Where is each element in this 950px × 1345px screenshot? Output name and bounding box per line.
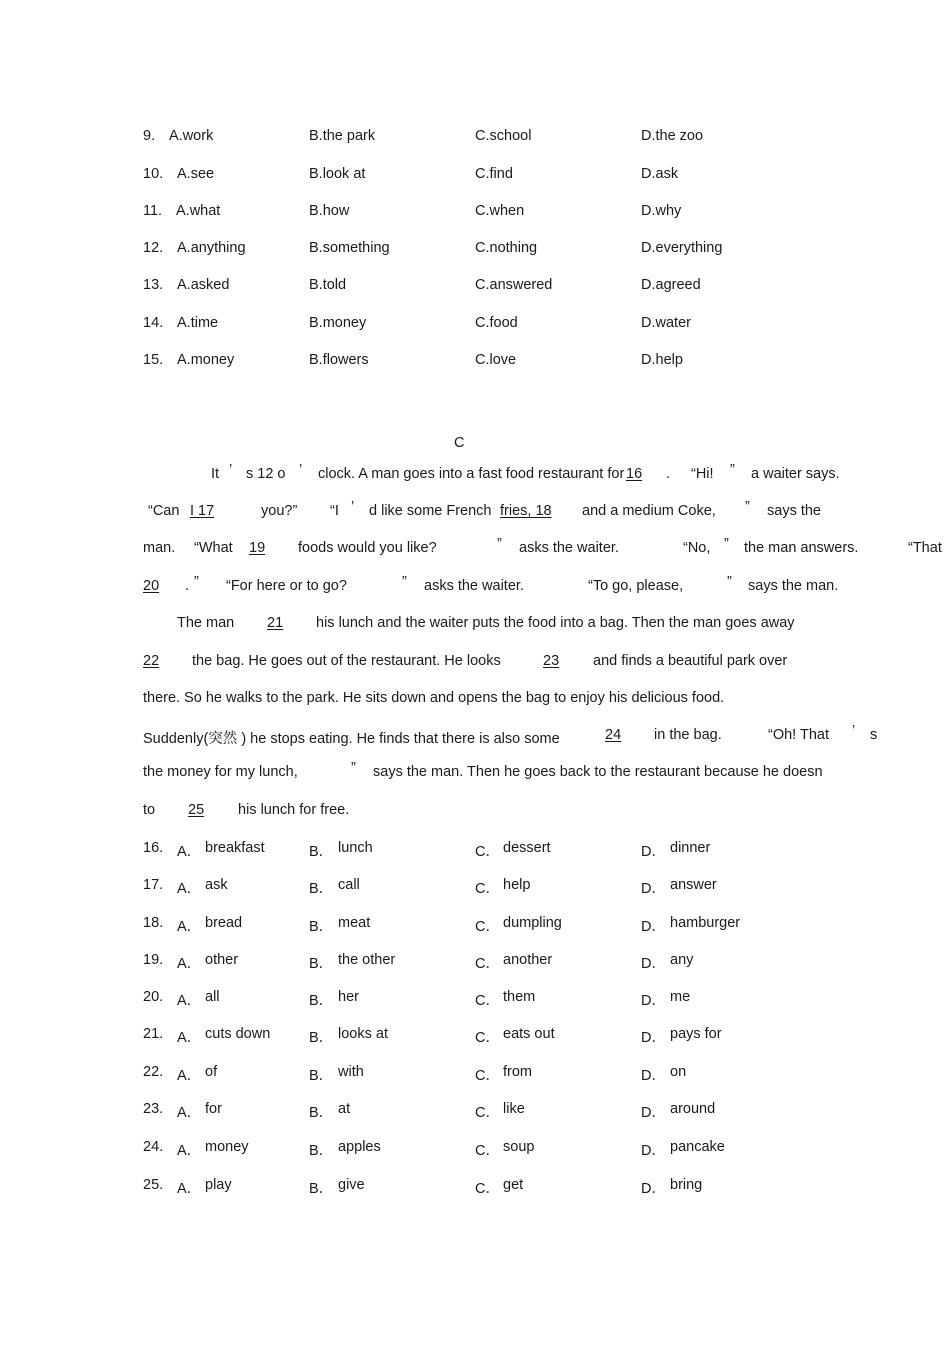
blank-18: fries, 18 bbox=[500, 503, 552, 519]
blank-22: 22 bbox=[143, 653, 160, 669]
passage-text: the man answers. bbox=[744, 540, 859, 556]
option-a-letter: A． bbox=[177, 1030, 202, 1046]
blank-24: 24 bbox=[605, 727, 622, 743]
option-b-text: apples bbox=[338, 1139, 381, 1155]
passage-text: to bbox=[143, 802, 156, 818]
option-b-letter: B． bbox=[309, 919, 334, 935]
question-number: 23. bbox=[143, 1101, 164, 1117]
option-d: D.why bbox=[641, 203, 682, 219]
blank-25: 25 bbox=[188, 802, 205, 818]
option-d-letter: D． bbox=[641, 919, 666, 935]
option-b-text: lunch bbox=[338, 840, 373, 856]
passage-text: you?” bbox=[261, 503, 298, 519]
option-c: C.food bbox=[475, 315, 518, 331]
passage-text: in the bag. bbox=[654, 727, 722, 743]
option-d-text: bring bbox=[670, 1177, 703, 1193]
passage-quote: ” bbox=[194, 574, 199, 590]
option-c-letter: C． bbox=[475, 881, 500, 897]
option-d: D.ask bbox=[641, 166, 679, 182]
option-d: D.the zoo bbox=[641, 128, 704, 144]
blank-19: 19 bbox=[249, 540, 266, 556]
option-b-letter: B． bbox=[309, 881, 334, 897]
option-a-text: bread bbox=[205, 915, 243, 931]
passage-text: s 12 o bbox=[246, 466, 286, 482]
option-b-letter: B． bbox=[309, 1105, 334, 1121]
passage-apostrophe: ’ bbox=[299, 462, 303, 478]
option-a-letter: A． bbox=[177, 1068, 202, 1084]
option-c-text: eats out bbox=[503, 1026, 555, 1042]
option-a-text: cuts down bbox=[205, 1026, 271, 1042]
option-b-text: meat bbox=[338, 915, 371, 931]
question-number: 18. bbox=[143, 915, 164, 931]
passage-quote: ” bbox=[402, 574, 407, 590]
option-c-letter: C． bbox=[475, 1030, 500, 1046]
passage-text: the money for my lunch, bbox=[143, 764, 298, 780]
question-11-options bbox=[143, 203, 903, 223]
option-c-text: from bbox=[503, 1064, 532, 1080]
passage-text: there. So he walks to the park. He sits down and opens the bag to enjoy his delicious food. bbox=[143, 690, 725, 706]
option-a-letter: A． bbox=[177, 881, 202, 897]
question-14-options bbox=[143, 315, 903, 335]
question-number: 20. bbox=[143, 989, 164, 1005]
passage-text: “Hi! bbox=[691, 466, 714, 482]
option-d-text: around bbox=[670, 1101, 716, 1117]
option-a-letter: A． bbox=[177, 1105, 202, 1121]
option-a-letter: A． bbox=[177, 844, 202, 860]
question-19-options bbox=[143, 952, 903, 972]
option-a-text: money bbox=[205, 1139, 249, 1155]
passage-text: s bbox=[870, 727, 878, 743]
passage-text: asks the waiter. bbox=[424, 578, 524, 594]
passage-text: “I bbox=[330, 503, 339, 519]
option-d-text: on bbox=[670, 1064, 687, 1080]
passage-text: asks the waiter. bbox=[519, 540, 619, 556]
question-number: 19. bbox=[143, 952, 164, 968]
option-a-letter: A． bbox=[177, 956, 202, 972]
question-16-options bbox=[143, 840, 903, 860]
passage-quote: ” bbox=[727, 574, 732, 590]
option-d: D.agreed bbox=[641, 277, 701, 293]
option-b-text: at bbox=[338, 1101, 351, 1117]
question-22-options bbox=[143, 1064, 903, 1084]
option-a: A.see bbox=[177, 166, 215, 182]
question-13-options bbox=[143, 277, 903, 297]
question-number: 12. bbox=[143, 240, 164, 256]
question-17-options bbox=[143, 877, 903, 897]
option-a-text: breakfast bbox=[205, 840, 265, 856]
question-15-options bbox=[143, 352, 903, 372]
option-d-text: pancake bbox=[670, 1139, 725, 1155]
option-c-letter: C． bbox=[475, 1068, 500, 1084]
option-a: A.money bbox=[177, 352, 235, 368]
passage-text: “To go, please, bbox=[588, 578, 684, 594]
option-d-letter: D． bbox=[641, 1030, 666, 1046]
option-a: A.time bbox=[177, 315, 219, 331]
option-d-text: hamburger bbox=[670, 915, 741, 931]
passage-apostrophe: ’ bbox=[229, 462, 233, 478]
blank-17: I 17 bbox=[190, 503, 215, 519]
option-c: C.school bbox=[475, 128, 532, 144]
question-20-options bbox=[143, 989, 903, 1009]
option-b-letter: B． bbox=[309, 956, 334, 972]
blank-20: 20 bbox=[143, 578, 160, 594]
option-c-letter: C． bbox=[475, 919, 500, 935]
blank-23: 23 bbox=[543, 653, 560, 669]
option-c-letter: C． bbox=[475, 956, 500, 972]
passage-text: his lunch and the waiter puts the food into a bag. Then the man goes away bbox=[316, 615, 795, 631]
option-c-text: dumpling bbox=[503, 915, 562, 931]
passage-text: “No, bbox=[683, 540, 711, 556]
question-24-options bbox=[143, 1139, 903, 1159]
option-c-letter: C． bbox=[475, 844, 500, 860]
option-a-text: ask bbox=[205, 877, 228, 893]
passage-quote: ” bbox=[497, 536, 502, 552]
option-b-letter: B． bbox=[309, 993, 334, 1009]
option-d-letter: D． bbox=[641, 881, 666, 897]
option-c-letter: C． bbox=[475, 1105, 500, 1121]
passage-text: says the bbox=[767, 503, 821, 519]
option-d: D.water bbox=[641, 315, 691, 331]
option-d-letter: D． bbox=[641, 844, 666, 860]
passage-text: and a medium Coke, bbox=[582, 503, 716, 519]
option-b: B.flowers bbox=[309, 352, 369, 368]
option-d-letter: D． bbox=[641, 1143, 666, 1159]
passage-text: “Can bbox=[148, 503, 180, 519]
question-18-options bbox=[143, 915, 903, 935]
question-25-options bbox=[143, 1177, 903, 1197]
option-b-letter: B． bbox=[309, 1068, 334, 1084]
option-b-letter: B． bbox=[309, 1030, 334, 1046]
option-a-text: for bbox=[205, 1101, 222, 1117]
option-a-letter: A． bbox=[177, 919, 202, 935]
question-number: 25. bbox=[143, 1177, 164, 1193]
option-b: B.something bbox=[309, 240, 390, 256]
option-d-text: me bbox=[670, 989, 691, 1005]
question-number: 21. bbox=[143, 1026, 164, 1042]
option-a: A.anything bbox=[177, 240, 246, 256]
option-c: C.when bbox=[475, 203, 525, 219]
passage-text: . bbox=[666, 466, 671, 482]
option-a-text: other bbox=[205, 952, 239, 968]
question-23-options bbox=[143, 1101, 903, 1121]
question-number: 16. bbox=[143, 840, 164, 856]
question-number: 24. bbox=[143, 1139, 164, 1155]
option-b-text: looks at bbox=[338, 1026, 388, 1042]
option-d: D.help bbox=[641, 352, 683, 368]
option-b-text: her bbox=[338, 989, 359, 1005]
passage-text: says the man. bbox=[748, 578, 839, 594]
option-c-letter: C． bbox=[475, 993, 500, 1009]
option-c-text: help bbox=[503, 877, 531, 893]
option-d-letter: D． bbox=[641, 1181, 666, 1197]
option-d-text: pays for bbox=[670, 1026, 722, 1042]
option-b-text: with bbox=[338, 1064, 364, 1080]
passage-text: “For here or to go? bbox=[226, 578, 347, 594]
question-9-options bbox=[143, 128, 903, 148]
question-12-options bbox=[143, 240, 903, 260]
passage-text: Suddenly(突然 ) he stops eating. He finds that there is also some bbox=[143, 731, 560, 747]
blank-16: 16 bbox=[626, 466, 643, 482]
question-number: 17. bbox=[143, 877, 164, 893]
option-c: C.love bbox=[475, 352, 517, 368]
blank-21: 21 bbox=[267, 615, 284, 631]
option-b: B.money bbox=[309, 315, 367, 331]
passage-quote: ” bbox=[745, 499, 750, 515]
option-b: B.told bbox=[309, 277, 347, 293]
option-a: A.asked bbox=[177, 277, 230, 293]
option-b-letter: B． bbox=[309, 844, 334, 860]
option-d-letter: D． bbox=[641, 1068, 666, 1084]
passage-text: says the man. Then he goes back to the restaurant because he doesn bbox=[373, 764, 823, 780]
question-number: 22. bbox=[143, 1064, 164, 1080]
option-b-text: call bbox=[338, 877, 360, 893]
passage-text: and finds a beautiful park over bbox=[593, 653, 788, 669]
option-b-letter: B． bbox=[309, 1181, 334, 1197]
question-number: 10. bbox=[143, 166, 164, 182]
option-b: B.how bbox=[309, 203, 350, 219]
passage-text: clock. A man goes into a fast food restaurant for bbox=[318, 466, 625, 482]
question-10-options bbox=[143, 166, 903, 186]
option-c: C.find bbox=[475, 166, 513, 182]
passage-text: “What bbox=[194, 540, 233, 556]
option-d-text: answer bbox=[670, 877, 717, 893]
option-c-text: another bbox=[503, 952, 553, 968]
option-d-text: any bbox=[670, 952, 694, 968]
question-21-options bbox=[143, 1026, 903, 1046]
option-a-text: all bbox=[205, 989, 220, 1005]
option-c-text: soup bbox=[503, 1139, 535, 1155]
question-number: 11. bbox=[143, 203, 163, 219]
option-b-text: give bbox=[338, 1177, 365, 1193]
question-number: 9. bbox=[143, 128, 156, 144]
option-d-text: dinner bbox=[670, 840, 711, 856]
option-c-text: them bbox=[503, 989, 536, 1005]
option-c-letter: C． bbox=[475, 1143, 500, 1159]
option-c-text: like bbox=[503, 1101, 525, 1117]
passage-text: “That bbox=[908, 540, 942, 556]
option-d-letter: D． bbox=[641, 1105, 666, 1121]
option-a-text: play bbox=[205, 1177, 232, 1193]
passage-text: his lunch for free. bbox=[238, 802, 350, 818]
question-number: 13. bbox=[143, 277, 164, 293]
option-a: A.work bbox=[169, 128, 214, 144]
option-b: B.look at bbox=[309, 166, 366, 182]
option-a-letter: A． bbox=[177, 993, 202, 1009]
passage-text: . bbox=[185, 578, 190, 594]
option-b: B.the park bbox=[309, 128, 376, 144]
passage-text: It bbox=[211, 466, 220, 482]
option-b-letter: B． bbox=[309, 1143, 334, 1159]
passage-quote: ” bbox=[351, 760, 356, 776]
passage-text: The man bbox=[177, 615, 235, 631]
option-c-text: dessert bbox=[503, 840, 551, 856]
option-a-letter: A． bbox=[177, 1143, 202, 1159]
option-c: C.nothing bbox=[475, 240, 538, 256]
passage-text: “Oh! That bbox=[768, 727, 829, 743]
option-b-text: the other bbox=[338, 952, 396, 968]
passage-apostrophe: ’ bbox=[852, 723, 856, 739]
option-a-text: of bbox=[205, 1064, 218, 1080]
option-d-letter: D． bbox=[641, 956, 666, 972]
option-c: C.answered bbox=[475, 277, 553, 293]
passage-text: a waiter says. bbox=[751, 466, 840, 482]
question-number: 15. bbox=[143, 352, 164, 368]
option-d: D.everything bbox=[641, 240, 723, 256]
passage-quote: ” bbox=[724, 536, 729, 552]
passage-text: man. bbox=[143, 540, 176, 556]
section-c-title: C bbox=[454, 435, 465, 451]
passage-quote: ” bbox=[730, 462, 735, 478]
passage-text: foods would you like? bbox=[298, 540, 437, 556]
option-c-text: get bbox=[503, 1177, 524, 1193]
option-a-letter: A． bbox=[177, 1181, 202, 1197]
passage-text: the bag. He goes out of the restaurant. He looks bbox=[192, 653, 501, 669]
passage-text: d like some French bbox=[369, 503, 492, 519]
option-c-letter: C． bbox=[475, 1181, 500, 1197]
passage-apostrophe: ’ bbox=[351, 499, 355, 515]
question-number: 14. bbox=[143, 315, 164, 331]
option-a: A.what bbox=[176, 203, 221, 219]
option-d-letter: D． bbox=[641, 993, 666, 1009]
